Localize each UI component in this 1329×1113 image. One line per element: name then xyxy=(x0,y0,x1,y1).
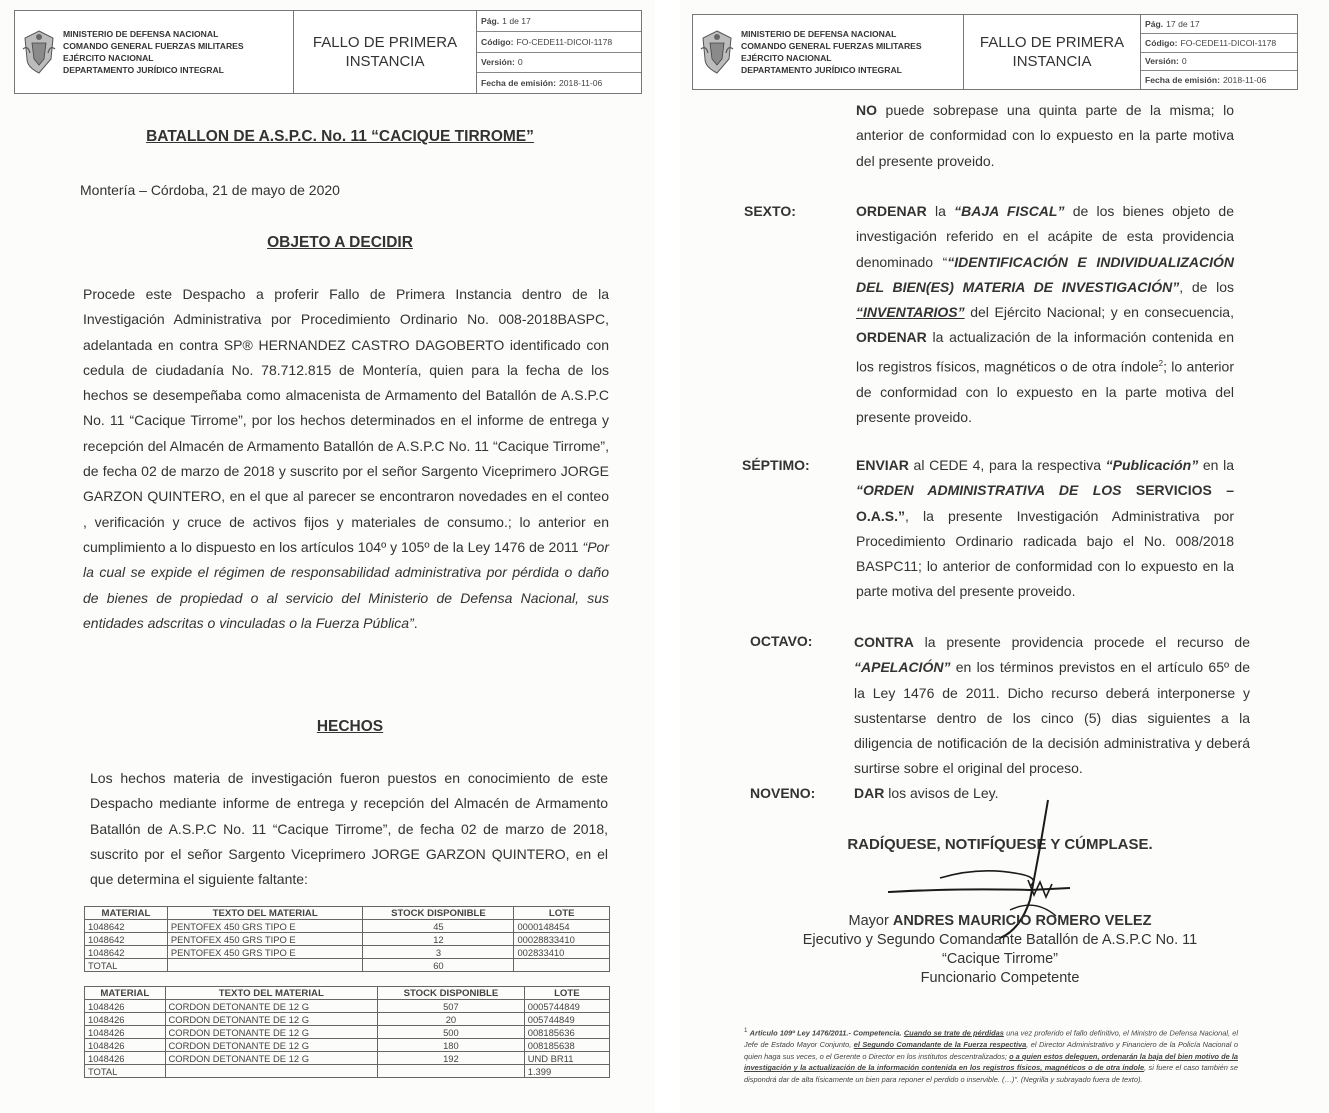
column-header: TEXTO DEL MATERIAL xyxy=(167,907,363,920)
heading-objeto-a-decidir: OBJETO A DECIDIR xyxy=(267,234,413,251)
page-label: Pág. xyxy=(481,15,500,26)
document-page-17 xyxy=(680,0,1329,1113)
organization-name xyxy=(741,28,922,76)
issue-date: 2018-11-06 xyxy=(1222,75,1267,86)
paragraph-text: puede sobrepase una quinta parte de la misma; lo anterior de conformidad con lo expuesto en la parte motiva del presente proveido. xyxy=(856,102,1234,169)
page-number: 17 de 17 xyxy=(1166,18,1200,29)
signer-title: Funcionario Competente xyxy=(920,970,1080,986)
org-line: COMANDO GENERAL FUERZAS MILITARES xyxy=(63,41,244,51)
law-quote: “Por la cual se expide el régimen de responsabilidad administrativa por pérdida o daño de bienes de propiedad o al servicio del Ministerio de Defensa Nacional, sus entidades adscritas o vinculadas o la Fuerza Pública” xyxy=(83,538,609,631)
table-header-row xyxy=(85,907,610,920)
column-header: TEXTO DEL MATERIAL xyxy=(165,987,378,1000)
table-total-row: TOTAL 60 xyxy=(85,959,610,972)
signature-block xyxy=(760,912,1240,988)
hechos-paragraph: Los hechos materia de investigación fueron puestos en conocimiento de este Despacho mediante informe de entrega y recepción del Almacén de Armamento Batallón de A.S.P.C No. 11 “Cacique Tirrome”, de fecha 02 de marzo de 2018, suscrito por el señor Sargento Viceprimero JORGE GARZON QUINTERO, en el que determina el siguiente faltante: xyxy=(90,770,608,888)
section-label-noveno: NOVENO: xyxy=(750,785,816,801)
issue-date: 2018-11-06 xyxy=(558,78,603,89)
section-label-sexto: SEXTO: xyxy=(744,203,796,219)
coat-of-arms-icon xyxy=(699,29,735,75)
document-type-title: FALLO DE PRIMERA INSTANCIA xyxy=(294,11,477,93)
org-line: EJÉRCITO NACIONAL xyxy=(63,53,154,63)
noveno-paragraph: DAR los avisos de Ley. xyxy=(854,785,999,801)
table-row: 1048426 CORDON DETONANTE DE 12 G 500 008185636 xyxy=(85,1026,610,1039)
code-label: Código: xyxy=(481,36,514,47)
table-total-row: TOTAL 1.399 xyxy=(85,1065,610,1078)
objeto-paragraph xyxy=(83,282,609,636)
issue-date-label: Fecha de emisión: xyxy=(481,78,556,89)
heading-hechos: HECHOS xyxy=(316,718,384,735)
issue-date-label: Fecha de emisión: xyxy=(1145,75,1220,86)
closing-formula: RADÍQUESE, NOTIFÍQUESE Y CÚMPLASE. xyxy=(847,836,1153,853)
document-version: 0 xyxy=(517,57,523,68)
coat-of-arms-icon xyxy=(21,29,57,75)
continued-paragraph xyxy=(856,98,1234,174)
septimo-paragraph: ENVIAR al CEDE 4, para la respectiva “Publicación” en la “ORDEN ADMINISTRATIVA DE LOS SERVICIOS – O.A.S.”, la presente Investigación Administrativa por Procedimiento Ordinario radicada bajo el No. 008/2018 BASPC11; lo anterior de conformidad con lo expuesto en la parte motiva del presente proveido. xyxy=(856,457,1235,600)
org-line: DEPARTAMENTO JURÍDICO INTEGRAL xyxy=(741,65,902,75)
document-page-1 xyxy=(0,0,655,1113)
bold-word: NO xyxy=(856,102,877,118)
table-row: 1048426 CORDON DETONANTE DE 12 G 507 0005744849 xyxy=(85,1000,610,1013)
document-code: FO-CEDE11-DICOI-1178 xyxy=(516,36,613,47)
header-organization xyxy=(15,11,294,93)
table-row: 1048642 PENTOFEX 450 GRS TIPO E 45 0000148454 xyxy=(85,920,610,933)
document-version: 0 xyxy=(1181,56,1187,67)
code-label: Código: xyxy=(1145,37,1178,48)
version-label: Versión: xyxy=(1145,56,1179,67)
footnote: $^1$ Artículo 109º Ley 1476/2011.- Competencia. Cuando se trate de pérdidas una vez proferido el fallo definitivo, el Ministro de Defensa Nacional, el Jefe de Estado Mayor Conjunto, el Segundo Comandante de la Fuerza respectiva, el Director Administrativo y Financiero de la Policía Nacional o quien haga sus veces, o el Gerente o Director en los institutos descentralizados; o a quien estos deleguen, ordenarán la baja del bien motivo de la investigación y la actualización de la información contenida en los registros físicos, magnéticos o de otra índole, si fuere el caso también se dispondrá dar de alta físicamente un bien para reponer el perdido o inservible. (…)”. (Negrilla y subrayado fuera de texto). xyxy=(744,1027,1239,1084)
column-header: STOCK DISPONIBLE xyxy=(363,907,514,920)
objeto-text: Procede este Despacho a proferir Fallo de Primera Instancia dentro de la Investigación Administrativa por Procedimiento Ordinario No. 008-2018BASPC, adelantada en contra SP® HERNANDEZ CASTRO DAGOBERTO identificado con cedula de ciudadanía No. 78.712.815 de Montería, quien para la fecha de los hechos se desempeñaba como almacenista de Armamento del Batallón de A.S.P.C No. 11 “Cacique Tirrome”, por los hechos determinados en el informe de entrega y recepción del Almacén de Armamento Batallón de A.S.P.C No. 11 “Cacique Tirrome”, de fecha 02 de marzo de 2018 y suscrito por el señor Sargento Viceprimero JORGE GARZON QUINTERO, en el que al parecer se encontraron novedades en el conteo , verificación y cruce de activos fijos y materiales de consumo.; lo anterior en cumplimiento a lo dispuesto en los artículos 104º y 105º de la Ley 1476 de 2011 xyxy=(83,286,609,555)
header-organization xyxy=(693,15,964,89)
sexto-paragraph: ORDENAR la “BAJA FISCAL” de los bienes objeto de investigación referido en el acápite de esta providencia denominado ““IDENTIFICACIÓN E INDIVIDUALIZACIÓN DEL BIEN(ES) MATERIA DE INVESTIGACIÓN”, de los “INVENTARIOS” del Ejército Nacional; y en consecuencia, ORDENAR la actualización de la información contenida en los registros físicos, magnéticos o de otra índole$^2$; lo anterior de conformidad con lo expuesto en la parte motiva del presente proveido. xyxy=(856,203,1235,426)
material-table-2 xyxy=(84,986,610,1078)
table-row: 1048426 CORDON DETONANTE DE 12 G 20 005744849 xyxy=(85,1013,610,1026)
table-row: 1048426 CORDON DETONANTE DE 12 G 192 UND BR11 xyxy=(85,1052,610,1065)
section-label-septimo: SÉPTIMO: xyxy=(742,457,810,473)
unit-title: BATALLON DE A.S.P.C. No. 11 “CACIQUE TIRROME” xyxy=(146,128,534,145)
document-type-title: FALLO DE PRIMERA INSTANCIA xyxy=(964,15,1141,89)
table-row: 1048642 PENTOFEX 450 GRS TIPO E 3 002833410 xyxy=(85,946,610,959)
column-header: LOTE xyxy=(524,987,609,1000)
section-label-octavo: OCTAVO: xyxy=(750,633,813,649)
document-header xyxy=(14,10,642,94)
version-label: Versión: xyxy=(481,57,515,68)
org-line: EJÉRCITO NACIONAL xyxy=(741,53,832,63)
org-line: MINISTERIO DE DEFENSA NACIONAL xyxy=(741,29,897,39)
document-header xyxy=(692,14,1298,90)
org-line: COMANDO GENERAL FUERZAS MILITARES xyxy=(741,41,922,51)
table-header-row xyxy=(85,987,610,1000)
signer-unit: “Cacique Tirrome” xyxy=(941,951,1059,967)
header-metadata xyxy=(1141,15,1297,89)
objeto-end: . xyxy=(413,614,418,631)
org-line: DEPARTAMENTO JURÍDICO INTEGRAL xyxy=(63,65,224,75)
column-header: STOCK DISPONIBLE xyxy=(378,987,525,1000)
table-row: 1048642 PENTOFEX 450 GRS TIPO E 12 00028833410 xyxy=(85,933,610,946)
place-date: Montería – Córdoba, 21 de mayo de 2020 xyxy=(80,182,340,198)
organization-name xyxy=(63,28,244,76)
header-metadata xyxy=(477,11,641,93)
column-header: LOTE xyxy=(514,907,610,920)
org-line: MINISTERIO DE DEFENSA NACIONAL xyxy=(63,29,219,39)
signer-name-line: Mayor ANDRES MAURICIO ROMERO VELEZ xyxy=(848,913,1152,929)
material-table-1 xyxy=(84,906,610,972)
signer-role: Ejecutivo y Segundo Comandante Batallón de A.S.P.C No. 11 xyxy=(802,932,1198,948)
document-code: FO-CEDE11-DICOI-1178 xyxy=(1180,37,1277,48)
octavo-paragraph: CONTRA la presente providencia procede el recurso de “APELACIÓN” en los términos previstos en el artículo 65º de la Ley 1476 de 2011. Dicho recurso deberá interponerse y sustentarse dentro de los cinco (5) dias siguientes a la diligencia de notificación de la decisión administrativa y deberá surtirse sobre el original del proceso. xyxy=(854,634,1250,777)
table-row: 1048426 CORDON DETONANTE DE 12 G 180 008185638 xyxy=(85,1039,610,1052)
page-label: Pág. xyxy=(1145,18,1164,29)
column-header: MATERIAL xyxy=(85,907,168,920)
page-number: 1 de 17 xyxy=(502,15,531,26)
column-header: MATERIAL xyxy=(85,987,166,1000)
